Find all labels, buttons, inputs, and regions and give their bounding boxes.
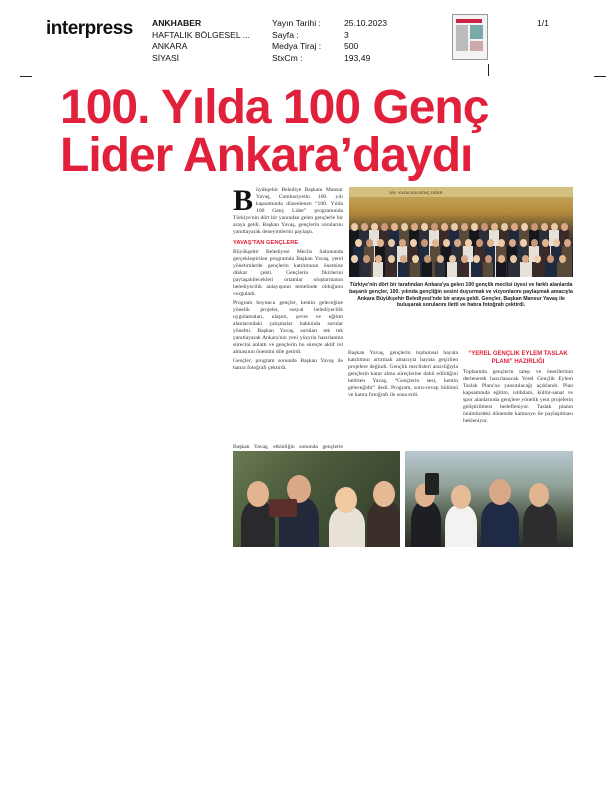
- crowd-head: [471, 223, 478, 231]
- crowd-head: [551, 223, 558, 231]
- crowd-head: [542, 239, 549, 247]
- crowd-body: [410, 262, 420, 277]
- body-paragraph: Toplantıda gençlerin talep ve önerilerinin derlenerek hazırlanacak Yerel Gençlik Eylem Taslak Planı'na yansıtılacağı açıklandı. Plan kapsamında eğitim, istihdam, kültür-sanat ve spor alanlarında gençlere yönelik yeni projelerin geliştirilmesi hedefleniyor. Taslak planın önümüzdeki dönemde kamuoyu ile paylaşılması bekleniyor.: [463, 369, 573, 424]
- meta-row: [272, 41, 387, 53]
- crowd-head: [487, 239, 494, 247]
- crowd-head: [481, 223, 488, 231]
- crowd-head: [521, 223, 528, 231]
- crowd-body: [471, 262, 481, 277]
- article-column-2: [348, 350, 458, 450]
- meta-row: [272, 18, 387, 30]
- crowd-head: [498, 239, 505, 247]
- article-column-1: [233, 187, 343, 442]
- selfie-photo-left: [233, 451, 400, 547]
- meta-key: Yayın Tarihi :: [272, 18, 321, 28]
- meta-value: 193,49: [344, 52, 371, 63]
- category-label: SİYASİ: [152, 52, 180, 63]
- selfie-photo-right: [405, 451, 573, 547]
- crowd-head: [381, 223, 388, 231]
- crowd-head: [449, 255, 456, 263]
- crowd-head: [520, 239, 527, 247]
- meta-value: 500: [344, 41, 359, 51]
- crowd-head: [361, 223, 368, 231]
- crowd-head: [461, 255, 468, 263]
- crowd-head: [441, 223, 448, 231]
- crowd-head: [351, 255, 358, 263]
- crowd-body: [520, 262, 530, 277]
- body-paragraph: Gençler, program sonunda Başkan Yavaş ile hatıra fotoğrafı çektirdi.: [233, 358, 343, 371]
- crowd-body: [508, 262, 518, 277]
- crowd-head: [509, 239, 516, 247]
- crowd-head: [432, 239, 439, 247]
- photo-banner-text: 100. YILDA 100 GENÇ LİDER: [389, 190, 443, 195]
- crowd-body: [447, 262, 457, 277]
- crowd-head: [371, 223, 378, 231]
- crowd-body: [398, 262, 408, 277]
- crowd-head: [355, 239, 362, 247]
- crowd-body: [545, 262, 555, 277]
- crowd-head: [531, 239, 538, 247]
- crowd-head: [564, 239, 571, 247]
- article-column-3: [463, 350, 573, 450]
- crowd-body: [349, 262, 359, 277]
- crowd-head: [510, 255, 517, 263]
- crowd-head: [421, 239, 428, 247]
- crowd-body: [386, 262, 396, 277]
- crowd-head: [431, 223, 438, 231]
- crowd-head: [410, 239, 417, 247]
- page-thumbnail[interactable]: [452, 14, 488, 60]
- crowd-head: [476, 239, 483, 247]
- crowd-head: [366, 239, 373, 247]
- intro-paragraph: üyükşehir Belediye Başkanı Mansur Yavaş, Cumhuriyetin 100. yılı kapsamında düzenlenen “100. Yılda 100 Genç Lider” programında Türkiye'nin dört bir yanından gelen gençlerle bir araya geldi. Başkan Yavaş, gençlerin sorularını yanıtlayarak deneyimlerini paylaştı.: [233, 187, 343, 235]
- photo-caption: Türkiye'nin dört bir tarafından Ankara'ya gelen 100 gençlik meclisi üyesi ve farklı alanlarda başarılı gençler, 100. yılında gençliğin sesini duyurmak ve vizyonlarını paylaşmak amacıyla Ankara Büyükşehir Belediyesi'nde bir araya geldi. Gençler, Başkan Mansur Yavaş ile buluşarak sorularını iletti ve hatıra fotoğrafı çektirdi.: [349, 282, 573, 309]
- crowd-head: [437, 255, 444, 263]
- meta-value: 3: [344, 29, 349, 40]
- meta-row: [272, 53, 387, 65]
- crowd-head: [377, 239, 384, 247]
- interpress-logo: interpress: [46, 18, 133, 39]
- crowd-head: [451, 223, 458, 231]
- crowd-head: [351, 223, 358, 231]
- crowd-head: [465, 239, 472, 247]
- crowd-body: [532, 262, 542, 277]
- crowd-body: [435, 262, 445, 277]
- crowd-body: [422, 262, 432, 277]
- crowd-head: [501, 223, 508, 231]
- crop-mark: [488, 64, 489, 76]
- crop-mark: [594, 76, 606, 77]
- crowd-body: [483, 262, 493, 277]
- crowd-head: [400, 255, 407, 263]
- meta-key: StxCm :: [272, 52, 303, 63]
- crowd-body: [361, 262, 371, 277]
- meta-value: 25.10.2023: [344, 18, 388, 28]
- body-paragraph: Program boyunca gençler, kentin geleceğine yönelik projeler, sosyal belediyecilik uygulamaları, ulaşım, çevre ve eğitim alanlarındaki çalışmalar hakkında sorular yöneltti. Başkan Yavaş, soruları tek tek yanıtlayarak Ankara'nın yeni yüzyıla hazırlanma sürecini anlattı ve gençlerin bu süreçte aktif rol almasının önemini dile getirdi.: [233, 300, 343, 355]
- clip-meta: [272, 18, 387, 64]
- crowd-head: [559, 255, 566, 263]
- body-paragraph: Büyükşehir Belediyesi Meclis Salonunda gerçekleştirilen programda Başkan Yavaş, yerel yönetimlerde gençlerin katılımının önemine dikkat çekti. Gençlerin fikirlerini paylaşabilecekleri ortamlar oluşturmanın belediyecilik anlayışının temelinde olduğunu vurguladı.: [233, 249, 343, 297]
- crowd-body: [557, 262, 567, 277]
- publication-info: [152, 18, 250, 64]
- crowd-head: [541, 223, 548, 231]
- crowd-head: [443, 239, 450, 247]
- body-paragraph: Başkan Yavaş, gençlerin toplumsal hayata katılımını artırmak amacıyla hayata geçirilen projelere değindi. Gençlik meclisleri aracılığıyla gençlerin karar alma süreçlerine dahil edildiğini belirten Yavaş, “Gençlerin sesi, kentin geleceğidir” dedi. Program, soru-cevap bölümü ve hatıra fotoğrafı ile sona erdi.: [348, 350, 458, 398]
- crowd-head: [401, 223, 408, 231]
- edition-label: HAFTALIK BÖLGESEL ...: [152, 29, 250, 40]
- crowd-head: [547, 255, 554, 263]
- crowd-head: [411, 223, 418, 231]
- crowd-head: [454, 239, 461, 247]
- crowd-head: [531, 223, 538, 231]
- publication-name: ANKHABER: [152, 18, 202, 28]
- city-label: ANKARA: [152, 41, 188, 51]
- crowd-head: [498, 255, 505, 263]
- subheading: “YEREL GENÇLİK EYLEM TASLAK PLANI” HAZIRLIĞI: [468, 351, 568, 365]
- headline-line-1: 100. Yılda 100 Genç: [60, 81, 489, 134]
- crowd-head: [491, 223, 498, 231]
- drop-cap: B: [233, 187, 254, 217]
- body-paragraph: Başkan Yavaş, etkinliğin sonunda gençlerle: [233, 444, 343, 450]
- crowd-head: [461, 223, 468, 231]
- page-count: 1/1: [537, 18, 549, 28]
- crowd-body: [373, 262, 383, 277]
- crop-mark: [20, 76, 32, 77]
- crowd-head: [388, 239, 395, 247]
- headline-line-2: Lider Ankara’daydı: [60, 129, 473, 182]
- crowd-head: [391, 223, 398, 231]
- crowd-head: [388, 255, 395, 263]
- crowd-head: [561, 223, 568, 231]
- crowd-body: [496, 262, 506, 277]
- meta-key: Sayfa :: [272, 29, 299, 40]
- crowd-head: [511, 223, 518, 231]
- meta-row: [272, 30, 387, 42]
- group-photo: [349, 187, 573, 277]
- headline: [60, 81, 580, 182]
- crowd-head: [399, 239, 406, 247]
- crowd-head: [553, 239, 560, 247]
- meta-key: Medya Tiraj :: [272, 41, 322, 51]
- crowd-body: [459, 262, 469, 277]
- subheading: YAVAŞ'TAN GENÇLERE: [233, 240, 299, 246]
- crowd-head: [421, 223, 428, 231]
